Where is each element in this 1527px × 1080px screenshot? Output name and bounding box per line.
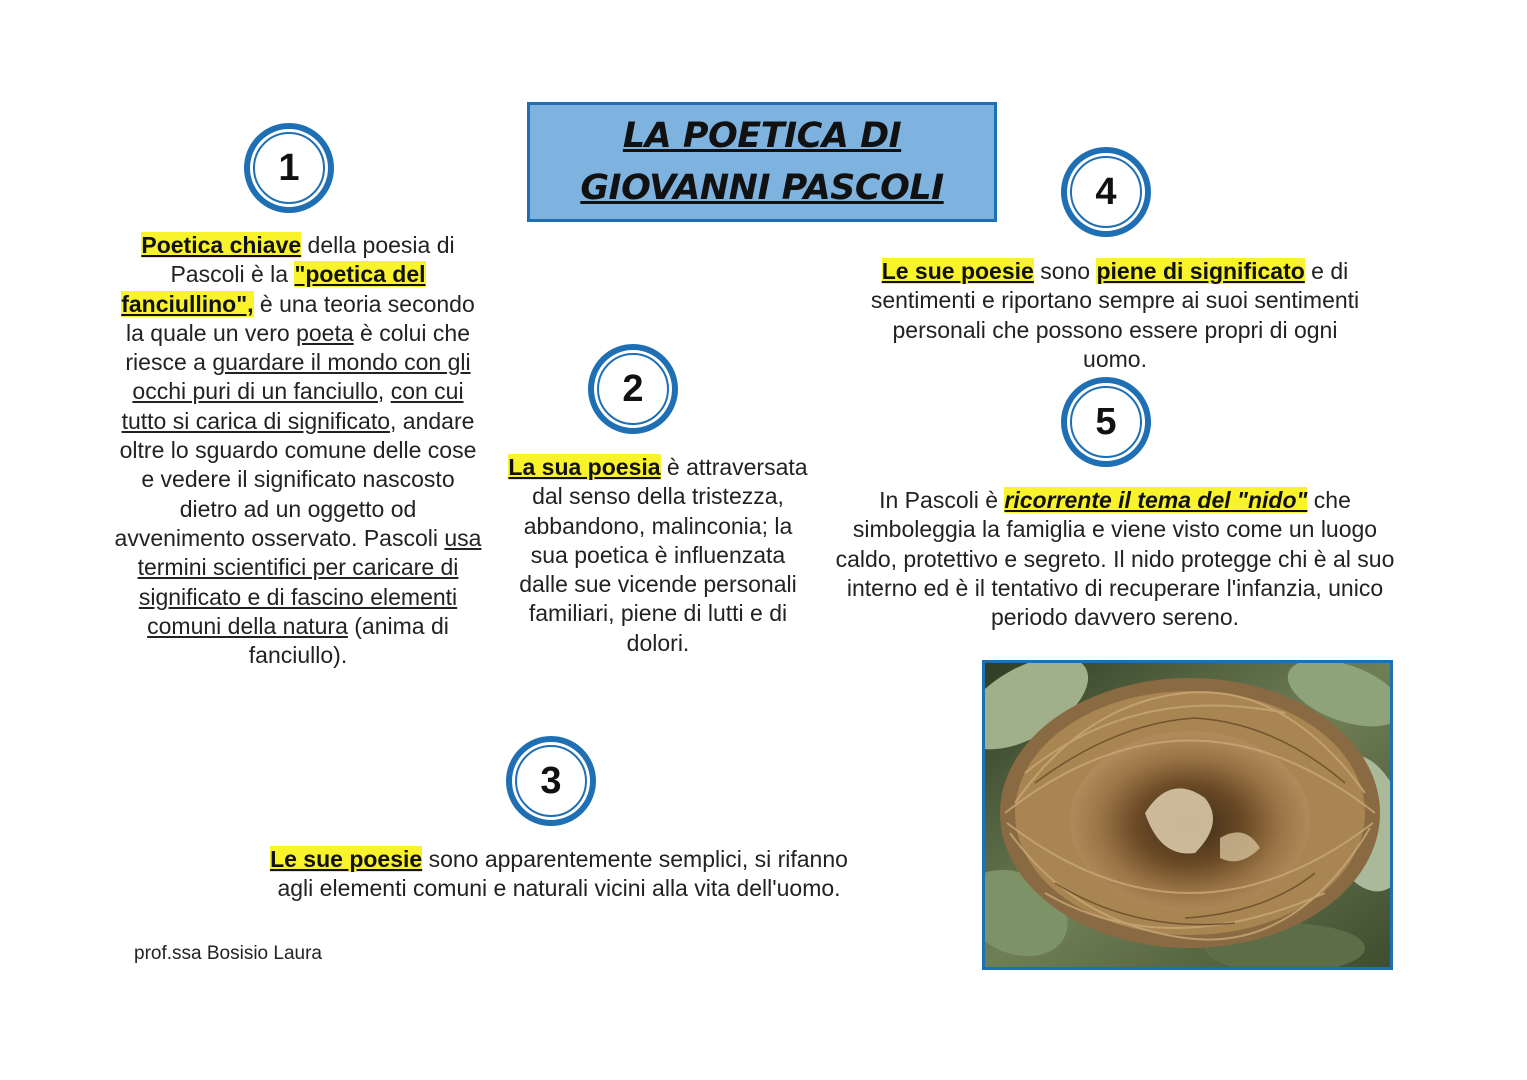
text-run: , andare oltre lo sguardo comune delle cose e vedere il significato nascosto dietro ad un oggetto od avvenimento osservato. Pascoli <box>114 407 477 551</box>
underlined-run: con cui tutto si carica di significato <box>121 378 464 434</box>
text-run: è attraversata dal senso della tristezza, abbandono, malinconia; la sua poetica è influenzata dalle sue vicende personali familiari, piene di lutti e di dolori. <box>519 454 808 656</box>
highlight-la-sua-poesia: La sua poesia <box>508 454 661 480</box>
highlight-tema-del-nido: ricorrente il tema del "nido" <box>1004 487 1308 513</box>
circle-badge-2 <box>588 344 678 434</box>
highlight-poetica-chiave: Poetica chiave <box>141 232 302 258</box>
highlight-piene-di-significato: piene di significato <box>1096 258 1305 284</box>
title-box <box>527 102 997 222</box>
author-footer: prof.ssa Bosisio Laura <box>134 943 322 964</box>
text-run: sono <box>1033 258 1097 284</box>
underlined-run: usa termini scientifici per caricare di significato e di fascino elementi comuni della natura <box>137 524 482 639</box>
nest-photo <box>982 660 1393 970</box>
section-2-text <box>505 453 811 658</box>
circle-badge-3 <box>506 736 596 826</box>
underlined-run: poeta <box>296 319 354 346</box>
circle-number-3: 3 <box>540 759 562 802</box>
circle-number-4: 4 <box>1095 170 1117 213</box>
section-5-text <box>832 486 1398 632</box>
text-run: sono apparentemente semplici, si rifanno agli elementi comuni e naturali vicini alla vita dell'uomo. <box>277 846 848 902</box>
text-run: è una teoria secondo la quale un vero <box>126 290 475 346</box>
title-line-1: LA POETICA DI <box>622 116 902 156</box>
circle-number-2: 2 <box>622 367 644 410</box>
circle-badge-1 <box>244 123 334 213</box>
section-3-text <box>262 845 856 904</box>
title-line-2: GIOVANNI PASCOLI <box>580 168 944 208</box>
highlight-le-sue-poesie-3: Le sue poesie <box>270 846 423 872</box>
circle-number-5: 5 <box>1095 400 1117 443</box>
text-run: che simboleggia la famiglia e viene visto come un luogo caldo, protettivo e segreto. Il nido protegge chi è al suo interno ed è il tentativo di recuperare l'infanzia, unico periodo davvero sereno. <box>835 487 1395 631</box>
text-run: e di sentimenti e riportano sempre ai suoi sentimenti personali che possono essere propri di ogni uomo. <box>870 258 1360 372</box>
circle-badge-5 <box>1061 377 1151 467</box>
text-run: (anima di fanciullo). <box>248 612 449 669</box>
text-run: della poesia di Pascoli è la <box>170 232 455 288</box>
section-4-text <box>862 257 1368 374</box>
circle-badge-4 <box>1061 147 1151 237</box>
text-run: è colui che riesce a <box>125 319 470 376</box>
section-1-text <box>113 231 483 670</box>
circle-number-1: 1 <box>278 146 300 189</box>
underlined-run: guardare il mondo con gli occhi puri di un fanciullo <box>132 349 471 405</box>
highlight-le-sue-poesie-4: Le sue poesie <box>881 258 1034 284</box>
text-run: , <box>377 378 391 405</box>
nest-image-graphic <box>985 663 1390 967</box>
text-run: In Pascoli è <box>879 487 1005 513</box>
highlight-poetica-fanciullino: "poetica del fanciullino", <box>121 261 426 317</box>
